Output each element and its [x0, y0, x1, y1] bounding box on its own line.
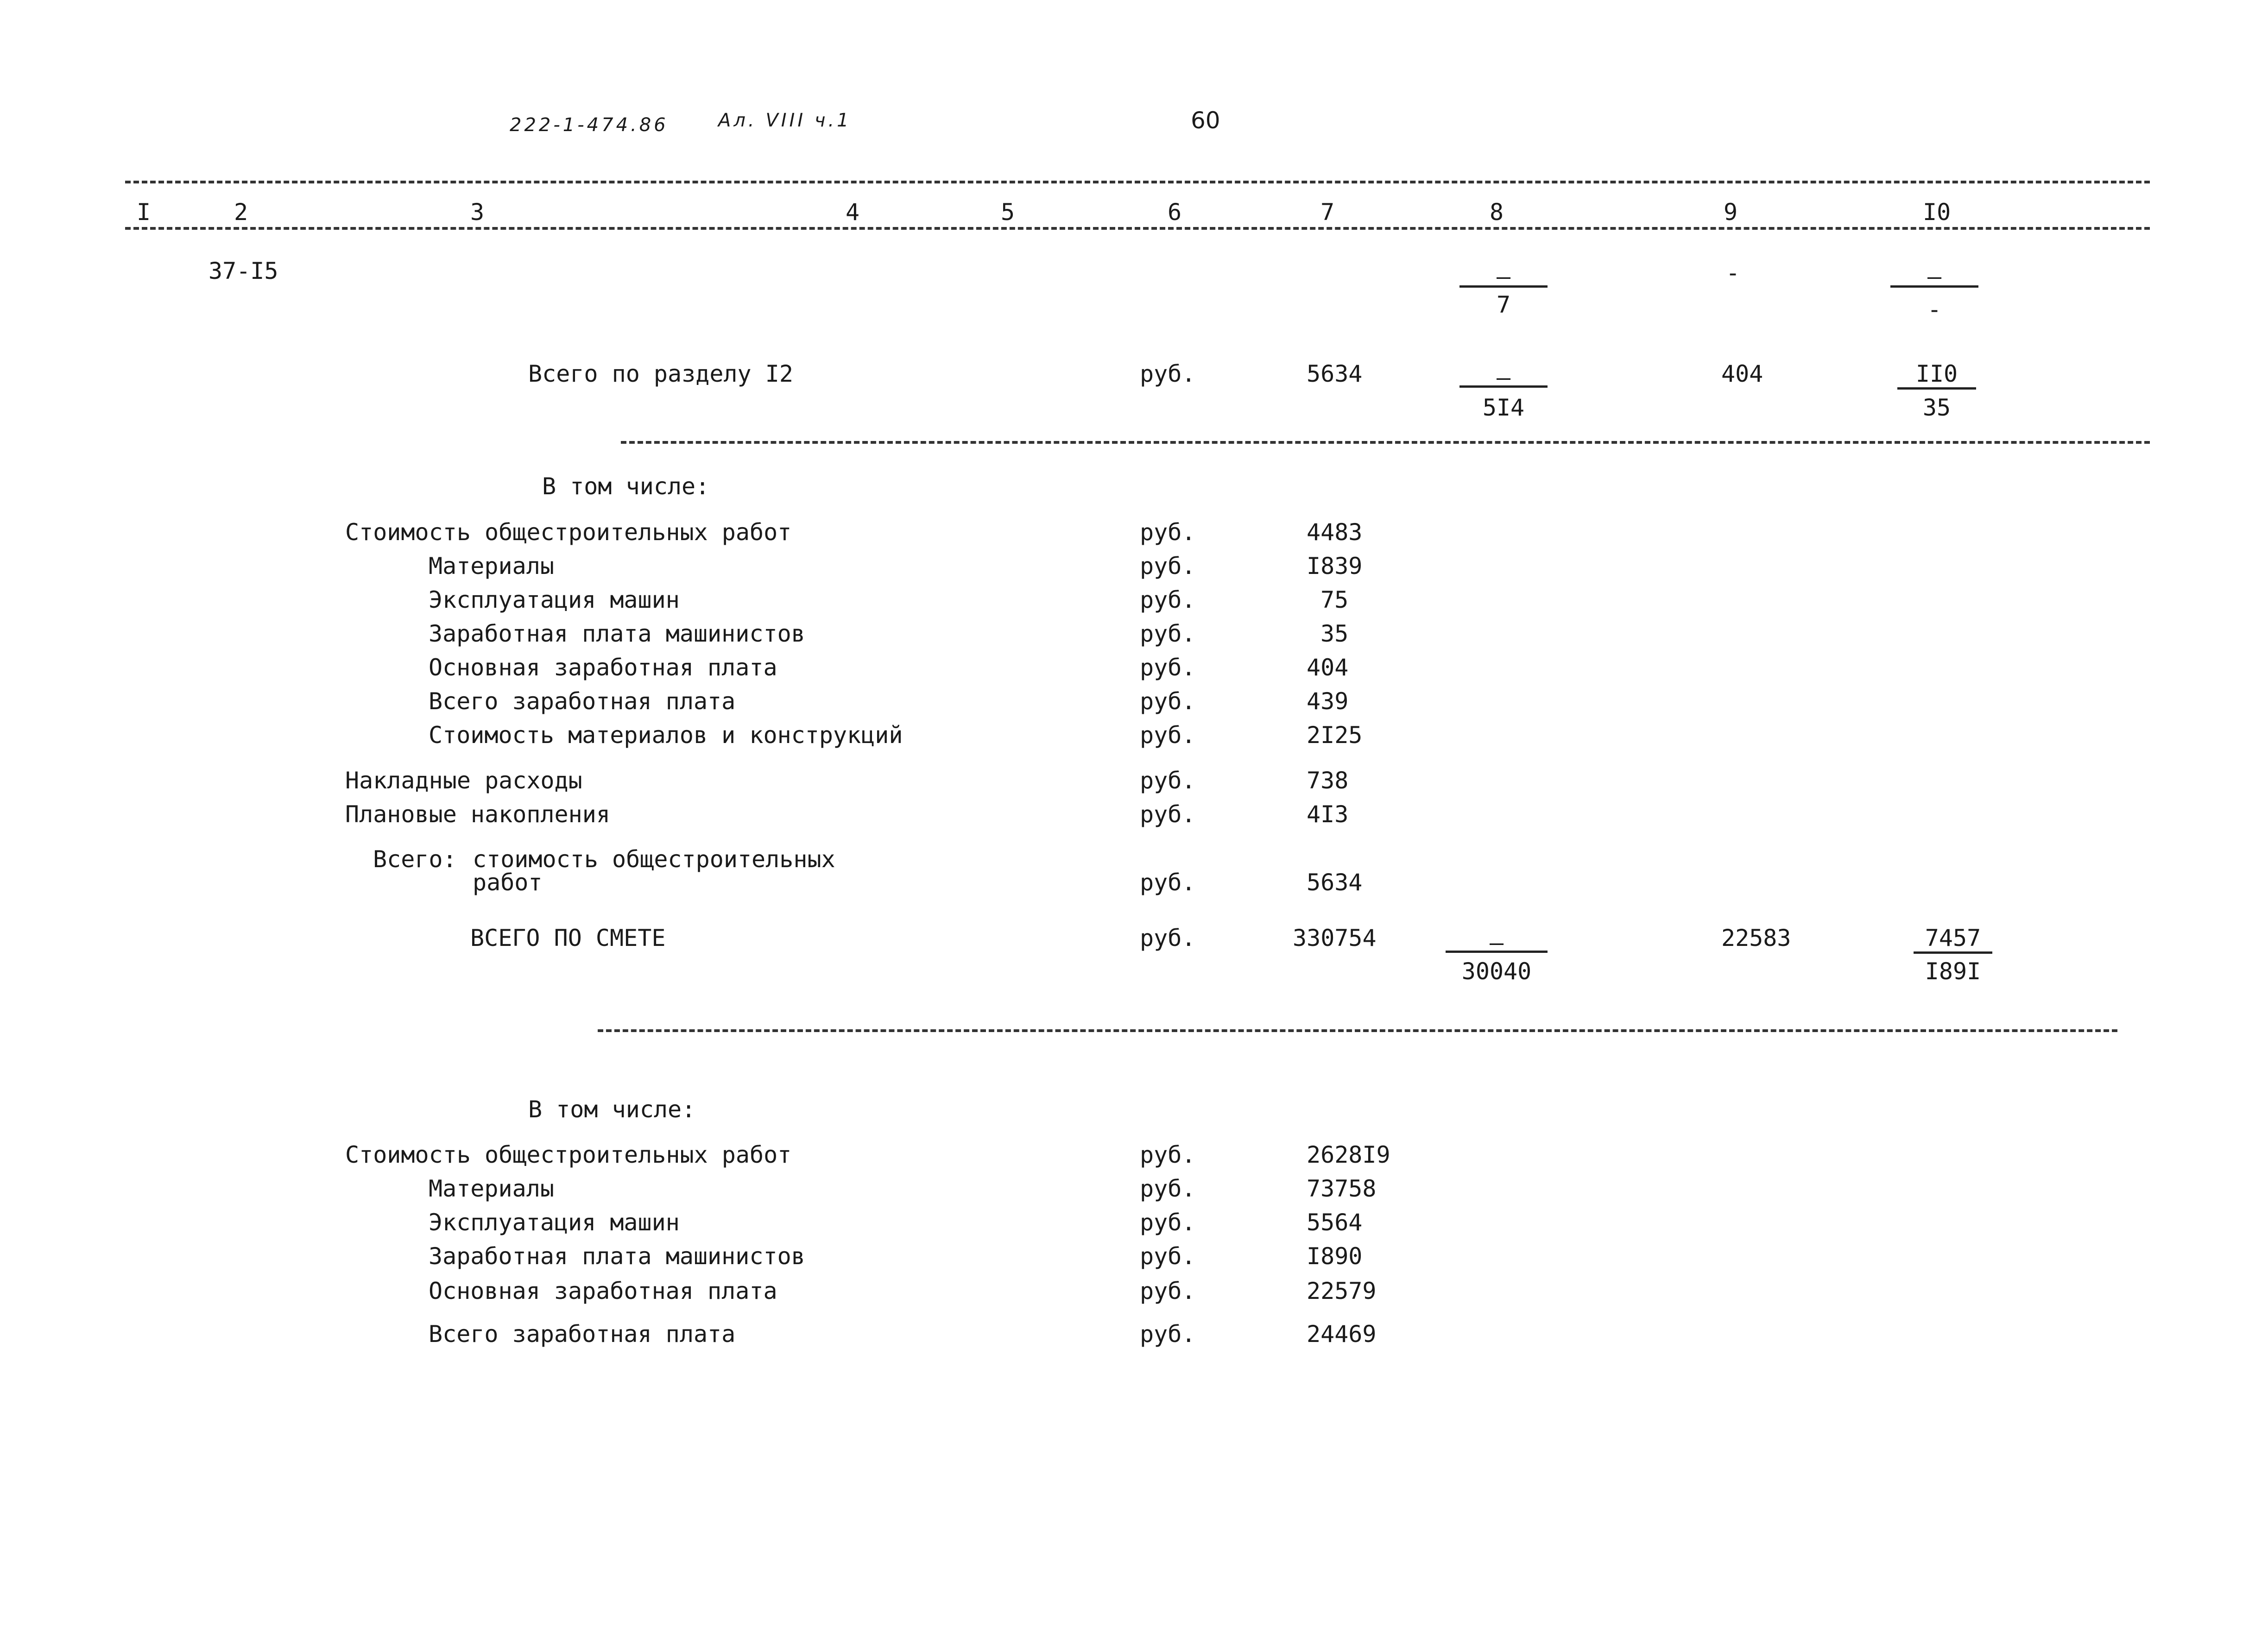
line-label: Накладные расходы [345, 767, 582, 794]
col10-numerator: II0 [1915, 360, 1958, 387]
unit: руб. [1140, 1209, 1196, 1236]
unit: руб. [1140, 925, 1196, 951]
col9-value: - [1726, 259, 1740, 286]
column-header-9: 9 [1724, 199, 1738, 226]
section-divider [598, 1029, 2117, 1032]
line-label: Основная заработная плата [429, 1278, 777, 1304]
unit: руб. [1140, 722, 1196, 749]
line-value: 404 [1307, 654, 1349, 681]
line-value: 5564 [1307, 1209, 1363, 1236]
col9-value: 22583 [1721, 925, 1791, 951]
unit: руб. [1140, 869, 1196, 896]
line-value: 4I3 [1307, 801, 1349, 828]
line-value: 75 [1320, 586, 1349, 613]
unit: руб. [1140, 519, 1196, 546]
section-total-label: Всего по разделу I2 [528, 360, 793, 387]
line-value: 4483 [1307, 519, 1363, 546]
line-label: Материалы [429, 1175, 554, 1202]
column-header-4: 4 [846, 199, 860, 226]
line-value: 439 [1307, 688, 1349, 715]
line-label: Плановые накопления [345, 801, 610, 828]
column-header-3: 3 [470, 199, 485, 226]
unit: руб. [1140, 654, 1196, 681]
unit: руб. [1140, 586, 1196, 613]
line-label: Стоимость материалов и конструкций [429, 722, 903, 749]
album-reference: Ал. VIII ч.1 [718, 110, 852, 131]
line-label: Заработная плата машинистов [429, 620, 805, 647]
column-header-6: 6 [1168, 199, 1182, 226]
unit: руб. [1140, 360, 1196, 387]
column-header-1: I [137, 199, 151, 226]
line-label: Основная заработная плата [429, 654, 777, 681]
col10-numerator: 7457 [1925, 925, 1981, 951]
line-value: 24469 [1307, 1321, 1377, 1348]
line-value: 2628I9 [1307, 1141, 1390, 1168]
line-value: 35 [1320, 620, 1349, 647]
grand-total-label: ВСЕГО ПО СМЕТЕ [470, 925, 666, 951]
col8-denominator: 30040 [1461, 958, 1532, 985]
col8-numerator: – [1489, 929, 1504, 956]
total-prefix: Всего: [373, 846, 457, 873]
line-label: Материалы [429, 553, 554, 579]
column-header-2: 2 [234, 199, 248, 226]
fraction-bar [1459, 385, 1548, 388]
col10-numerator: – [1927, 263, 1942, 290]
col10-denominator: I89I [1925, 958, 1981, 985]
document-code: 222-1-474.86 [510, 114, 669, 136]
unit: руб. [1140, 1278, 1196, 1304]
line-label: Стоимость общестроительных работ [345, 519, 792, 546]
line-value: I890 [1307, 1243, 1363, 1270]
col7-value: 330754 [1293, 925, 1377, 951]
unit: руб. [1140, 688, 1196, 715]
section-heading: В том числе: [528, 1096, 696, 1123]
line-label: Заработная плата машинистов [429, 1243, 805, 1270]
fraction-bar [1459, 285, 1548, 288]
unit: руб. [1140, 553, 1196, 579]
line-label: Всего заработная плата [429, 688, 736, 715]
section-heading: В том числе: [542, 473, 710, 500]
line-label: работ [473, 869, 543, 896]
col8-numerator: – [1496, 364, 1511, 391]
column-header-7: 7 [1320, 199, 1335, 226]
col10-denominator: 35 [1922, 394, 1951, 421]
column-header-10: I0 [1923, 199, 1951, 226]
line-label: Стоимость общестроительных работ [345, 1141, 792, 1168]
line-value: 2I25 [1307, 722, 1363, 749]
unit: руб. [1140, 1175, 1196, 1202]
unit: руб. [1140, 1243, 1196, 1270]
fraction-bar [1897, 387, 1976, 390]
line-value: 738 [1307, 767, 1349, 794]
fraction-bar [1446, 951, 1548, 953]
line-label: Эксплуатация машин [429, 586, 680, 613]
line-value: 73758 [1307, 1175, 1377, 1202]
col8-denominator: 5I4 [1482, 394, 1525, 421]
column-header-8: 8 [1490, 199, 1504, 226]
line-label: Всего заработная плата [429, 1321, 736, 1348]
unit: руб. [1140, 767, 1196, 794]
header-bottom-rule [125, 227, 2150, 230]
col10-denominator: - [1927, 296, 1942, 323]
row-code: 37-I5 [208, 258, 278, 284]
line-label: Эксплуатация машин [429, 1209, 680, 1236]
unit: руб. [1140, 1141, 1196, 1168]
col8-numerator: – [1496, 263, 1511, 290]
column-header-5: 5 [1001, 199, 1015, 226]
unit: руб. [1140, 620, 1196, 647]
fraction-bar [1914, 951, 1992, 954]
col9-value: 404 [1721, 360, 1763, 387]
unit: руб. [1140, 801, 1196, 828]
col8-denominator: 7 [1496, 291, 1511, 318]
col7-value: 5634 [1307, 360, 1363, 387]
line-label: стоимость общестроительных [473, 846, 835, 873]
unit: руб. [1140, 1321, 1196, 1348]
page-number: 60 [1191, 107, 1220, 134]
line-value: 5634 [1307, 869, 1363, 896]
fraction-bar [1890, 285, 1978, 288]
section-divider [621, 441, 2150, 444]
line-value: I839 [1307, 553, 1363, 579]
header-top-rule [125, 181, 2150, 183]
line-value: 22579 [1307, 1278, 1377, 1304]
